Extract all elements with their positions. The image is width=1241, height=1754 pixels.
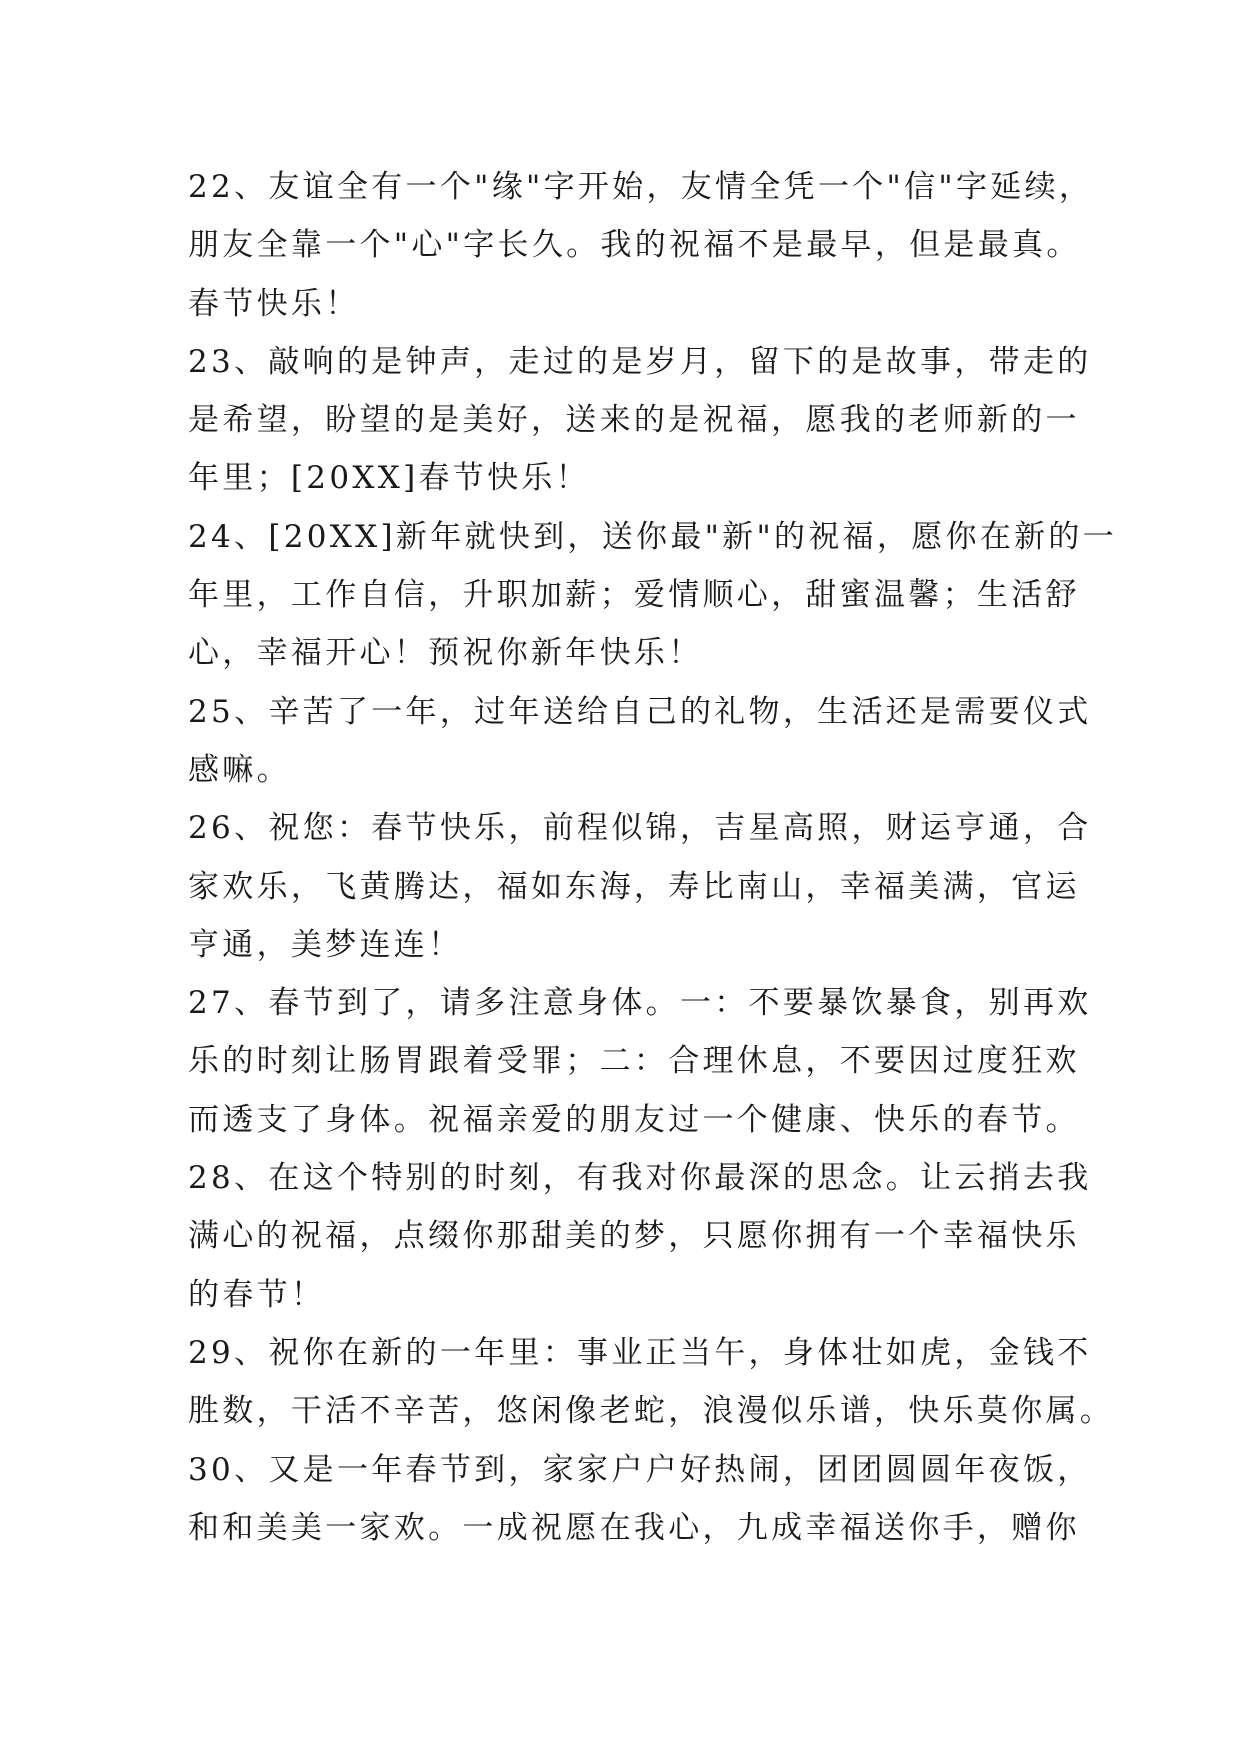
text-line: 年里；[20XX]春节快乐！ bbox=[188, 460, 590, 497]
text-line: 的春节！ bbox=[188, 1276, 326, 1313]
text-line: 亨通，美梦连连！ bbox=[188, 926, 463, 963]
text-line: 22、友谊全有一个"缘"字开始，友情全凭一个"信"字延续， bbox=[188, 169, 1094, 205]
text-line: 26、祝您：春节快乐，前程似锦，吉星高照，财运亨通，合 bbox=[188, 810, 1092, 847]
text-line: 朋友全靠一个"心"字长久。我的祝福不是最早，但是最真。 bbox=[188, 227, 1081, 264]
text-line: 春节快乐！ bbox=[188, 285, 360, 322]
text-line: 23、敲响的是钟声，走过的是岁月，留下的是故事，带走的 bbox=[188, 343, 1092, 380]
text-line: 乐的时刻让肠胃跟着受罪；二：合理休息，不要因过度狂欢 bbox=[188, 1043, 1080, 1080]
text-line: 30、又是一年春节到，家家户户好热闹，团团圆圆年夜饭， bbox=[188, 1451, 1092, 1488]
text-line: 胜数，干活不辛苦，悠闲像老蛇，浪漫似乐谱，快乐莫你属。 bbox=[188, 1393, 1115, 1430]
text-line: 29、祝你在新的一年里：事业正当午，身体壮如虎，金钱不 bbox=[188, 1334, 1092, 1371]
text-line: 满心的祝福，点缀你那甜美的梦，只愿你拥有一个幸福快乐 bbox=[188, 1218, 1080, 1255]
text-line: 心，幸福开心！预祝你新年快乐！ bbox=[188, 635, 703, 672]
text-line: 24、[20XX]新年就快到，送你最"新"的祝福，愿你在新的一 bbox=[188, 518, 1118, 555]
text-line: 家欢乐，飞黄腾达，福如东海，寿比南山，幸福美满，官运 bbox=[188, 868, 1080, 905]
text-line: 25、辛苦了一年，过年送给自己的礼物，生活还是需要仪式 bbox=[188, 693, 1092, 730]
text-line: 28、在这个特别的时刻，有我对你最深的思念。让云捎去我 bbox=[188, 1160, 1092, 1197]
text-line: 27、春节到了，请多注意身体。一：不要暴饮暴食，别再欢 bbox=[188, 985, 1092, 1022]
text-line: 是希望，盼望的是美好，送来的是祝福，愿我的老师新的一 bbox=[188, 402, 1080, 439]
text-line: 年里，工作自信，升职加薪；爱情顺心，甜蜜温馨；生活舒 bbox=[188, 577, 1080, 614]
text-line: 和和美美一家欢。一成祝愿在我心，九成幸福送你手，赠你 bbox=[188, 1509, 1080, 1546]
text-line: 感嘛。 bbox=[188, 751, 291, 788]
document-body bbox=[188, 158, 1118, 1557]
text-line: 而透支了身体。祝福亲爱的朋友过一个健康、快乐的春节。 bbox=[188, 1101, 1080, 1138]
